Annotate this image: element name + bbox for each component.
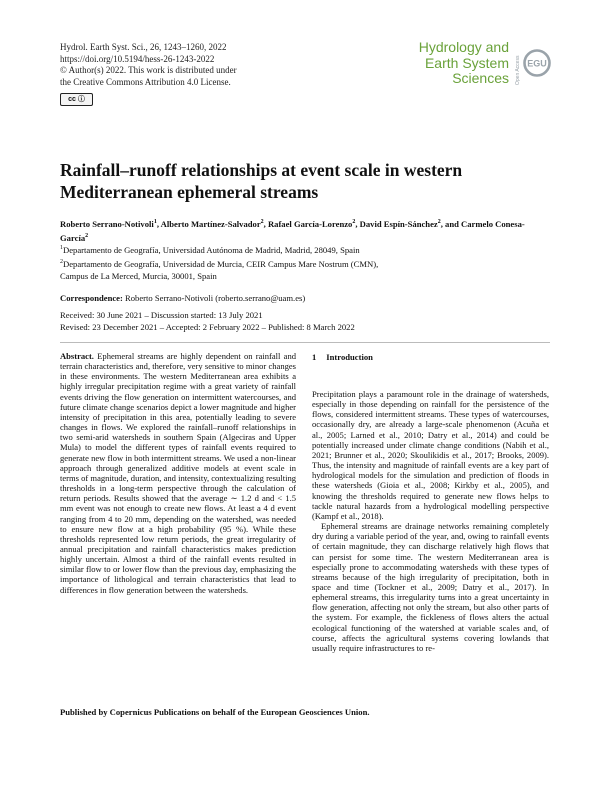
journal-name-line: Hydrology and xyxy=(418,39,509,55)
publication-dates xyxy=(60,309,355,333)
affiliation-list xyxy=(60,242,540,282)
egu-logo-text: EGU xyxy=(527,58,547,69)
author-affiliation: 2 xyxy=(260,219,264,225)
abstract-text: Ephemeral streams are highly dependent on rainfall and terrain characteristics and, therefore, very sensitive to minor changes in these environments. The western Mediterranean area exhibits a highly irregular precipitation regime with a great variety of rainfall events driving the flow generation on intermittent watercourses, and future climate change scenarios depict a lower magnitude and higher intensity of precipitation in this area, potentially leading to severe changes in flows. We explored the rainfall–runoff relationships in two semi-arid watersheds in southern Spain (Algeciras and Upper Mula) to model the different types of rainfall events required to generate new flow in both intermittent streams. We used a non-linear approach through generalized additive models at event scale in terms of magnitude, duration, and intensity, contextualizing resulting thresholds in a long-term perspective through the calculation of return periods. Results showed that the average ∼ 1.2 d and < 1.5 mm event was not enough to create new flows. At least a 4 d event ranging from 4 to 20 mm, depending on the watershed, was needed to ensure new flow at a high probability (95 %). While these thresholds represented low return periods, the great irregularity of annual precipitation and rainfall characteristics makes prediction highly uncertain. Almost a third of the rainfall events resulted in similar flow to or lower flow than the previous day, emphasizing the importance of lithological and terrain characteristics that lead to differences in flow generation between the watersheds. xyxy=(60,351,296,595)
copyright-line: © Author(s) 2022. This work is distributed under xyxy=(60,65,237,76)
author-name: Carmelo Conesa-García xyxy=(60,218,525,243)
dates-line: Revised: 23 December 2021 – Accepted: 2 February 2022 – Published: 8 March 2022 xyxy=(60,322,355,332)
article-title: Rainfall–runoff relationships at event scale in western Mediterranean ephemeral streams xyxy=(60,160,463,202)
cc-license-badge[interactable]: cc ⓘ xyxy=(60,93,93,106)
author-name: David Espín-Sánchez xyxy=(359,218,438,229)
affiliation: $^2$Departamento de Geografía, Universidad de Murcia, CEIR Campus Mare Nostrum (CMN), xyxy=(60,258,379,269)
author-name: Alberto Martínez-Salvador xyxy=(160,218,261,229)
author-affiliation: 1 xyxy=(153,219,157,225)
author-affiliation: 2 xyxy=(85,232,89,239)
journal-logo xyxy=(409,40,509,87)
correspondence-label: Correspondence: xyxy=(60,293,123,303)
open-access-label: Open Access xyxy=(515,55,521,85)
author-affiliation: 2 xyxy=(352,219,356,225)
abstract-label: Abstract. xyxy=(60,351,94,361)
section-number: 1 xyxy=(312,352,317,362)
author-affiliation: 2 xyxy=(437,219,441,225)
introduction-body xyxy=(312,389,549,653)
journal-name-line: Sciences xyxy=(452,70,509,86)
doi-link[interactable]: https://doi.org/10.5194/hess-26-1243-2022 xyxy=(60,53,215,64)
author-list: Roberto Serrano-Notivoli$^1$, Alberto Martínez-Salvador$^2$, Rafael García-Lorenzo$^2$, David Espín-Sánchez$^2$, and Carmelo Conesa-García$^2$ xyxy=(60,218,525,243)
section-title: Introduction xyxy=(326,352,373,362)
abstract xyxy=(60,351,296,595)
paragraph: Ephemeral streams are drainage networks remaining completely dry during a variable period of the year, and, owing to rainfall events of certain magnitude, they can discharge relatively high flows that can persist for some time. The western Mediterranean area is especially prone to accommodating watersheds with these types of streams because of the high irregularity of precipitation, both in space and time (Tockner et al., 2009; Datry et al., 2017). In ephemeral streams, this irregularity turns into a great uncertainty in flow generation, affecting not only the stream, but also other parts of the system. For example, the fickleness of flows alters the actual ecological functioning of the watershed at variable scales and, of course, affects the agricultural systems covering lowlands that usually require infrastructures to re- xyxy=(312,521,549,653)
license-line: the Creative Commons Attribution 4.0 License. xyxy=(60,76,231,87)
divider xyxy=(60,342,550,343)
affiliation: $^1$Departamento de Geografía, Universidad Autónoma de Madrid, Madrid, 28049, Spain xyxy=(60,244,360,255)
section-heading xyxy=(312,351,373,363)
citation-header xyxy=(60,42,237,88)
correspondence-text[interactable]: Roberto Serrano-Notivoli (roberto.serrano@uam.es) xyxy=(125,293,306,303)
dates-line: Received: 30 June 2021 – Discussion started: 13 July 2021 xyxy=(60,310,263,320)
publisher-footer: Published by Copernicus Publications on behalf of the European Geosciences Union. xyxy=(60,707,370,717)
paragraph: Precipitation plays a paramount role in the drainage of watersheds, especially in those depending on rainfall for the persistence of the flows, considered intermittent streams. These types of watercourses, occasionally dry, are already a large-scale phenomenon (Acuña et al., 2005; Larned et al., 2010; Datry et al., 2014) and could be potentially increased under climate change conditions (Nabih et al., 2021; Brunner et al., 2020; Skoulikidis et al., 2017; Brooks, 2009). Thus, the intensity and magnitude of rainfall events are a key part of hydrological models for the simulation and prediction of floods in these watersheds (Gioia et al., 2008; Kirkby et al., 2005), and knowing the thresholds required to generate new flows helps to tackle natural hazards from a hydrological modelling perspective (Kampf et al., 2018). xyxy=(312,389,549,521)
egu-logo-icon xyxy=(523,41,551,85)
author-name: Rafael García-Lorenzo xyxy=(267,218,353,229)
author-name: Roberto Serrano-Notivoli xyxy=(60,218,154,229)
journal-name-line: Earth System xyxy=(424,54,509,71)
affiliation: Campus de La Merced, Murcia, 30001, Spain xyxy=(60,270,217,281)
citation-line: Hydrol. Earth Syst. Sci., 26, 1243–1260, 2022 xyxy=(60,42,227,52)
correspondence xyxy=(60,292,305,304)
